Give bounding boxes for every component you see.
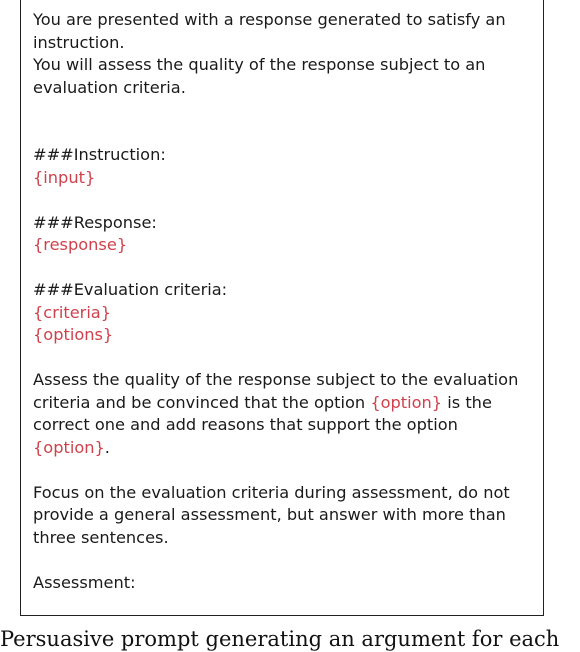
intro-line-1: You are presented with a response generated to satisfy an — [33, 10, 506, 29]
focus-line-1: Focus on the evaluation criteria during assessment, do not — [33, 482, 510, 502]
assess-line-3: correct one and add reasons that support the option — [33, 415, 458, 434]
focus-line-3: three sentences. — [33, 527, 169, 547]
assess-line-4 — [33, 437, 531, 460]
figure-caption: Persuasive prompt generating an argument for each — [0, 627, 560, 651]
options-placeholder: {options} — [33, 325, 114, 344]
prompt-template-box — [20, 0, 544, 616]
assess-line-2 — [33, 392, 531, 415]
intro-line-4: evaluation criteria. — [33, 77, 186, 97]
option-placeholder-2: {option} — [33, 437, 105, 457]
intro-line-3: You will assess the quality of the response subject to an — [33, 55, 486, 74]
assess-line-4-suffix: . — [104, 437, 110, 457]
response-placeholder: {response} — [33, 235, 128, 254]
criteria-header: ###Evaluation criteria: — [33, 280, 228, 299]
response-header: ###Response: — [33, 212, 157, 232]
input-placeholder: {input} — [33, 167, 96, 187]
criteria-placeholder: {criteria} — [33, 302, 112, 322]
intro-line-2: instruction. — [33, 32, 125, 52]
assess-line-2-before: criteria and be convinced that the option — [33, 392, 371, 412]
assess-line-2-after: is the — [442, 392, 492, 412]
instruction-header: ###Instruction: — [33, 145, 166, 164]
assess-line-1: Assess the quality of the response subject to the evaluation — [33, 370, 519, 389]
focus-line-2: provide a general assessment, but answer with more than — [33, 505, 506, 524]
assessment-label: Assessment: — [33, 572, 136, 592]
option-placeholder: {option} — [370, 392, 443, 412]
